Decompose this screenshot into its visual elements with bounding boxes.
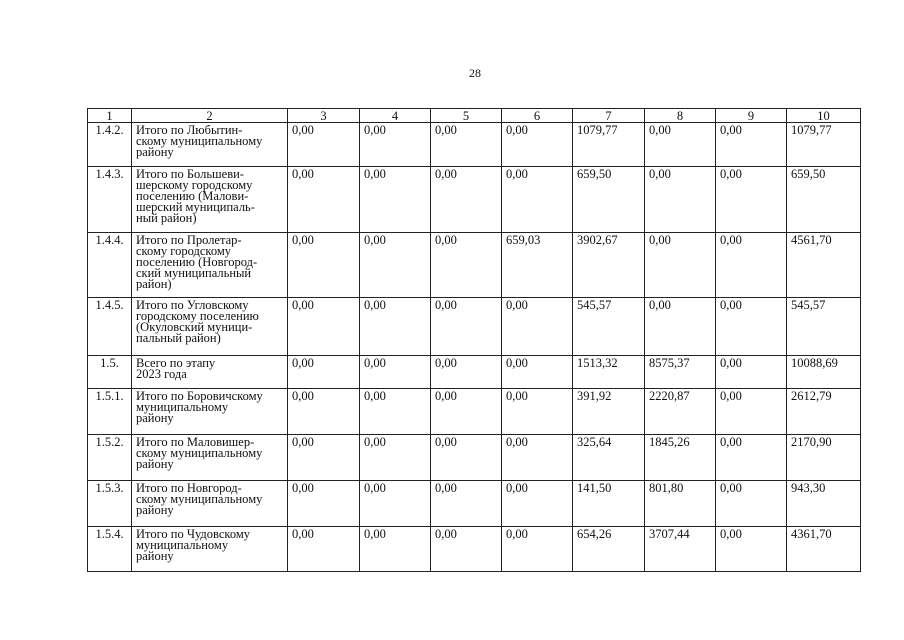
table-row [88,527,861,572]
cell-value: 0,00 [716,356,787,389]
cell-value: 0,00 [360,356,431,389]
cell-value: 0,00 [645,298,716,356]
cell-value: 545,57 [573,298,645,356]
cell-value: 0,00 [360,298,431,356]
cell-value: 0,00 [431,389,502,435]
row-number: 1.4.4. [88,233,132,298]
table-row [88,123,861,167]
cell-value: 0,00 [716,123,787,167]
table-row [88,356,861,389]
row-number: 1.5.3. [88,481,132,527]
cell-value: 0,00 [288,233,360,298]
cell-value: 3902,67 [573,233,645,298]
cell-value: 0,00 [360,233,431,298]
cell-value: 0,00 [431,233,502,298]
column-header: 10 [787,109,861,123]
cell-value: 10088,69 [787,356,861,389]
table-row [88,298,861,356]
row-number: 1.4.5. [88,298,132,356]
cell-value: 0,00 [502,435,573,481]
cell-value: 0,00 [288,123,360,167]
cell-value: 545,57 [787,298,861,356]
row-number: 1.5. [88,356,132,389]
table-row [88,435,861,481]
row-name: Итого по Большеви- шерскому городскому поселению (Малови- шерский муниципаль- ный район) [132,167,288,233]
cell-value: 0,00 [431,356,502,389]
table-row [88,167,861,233]
cell-value: 0,00 [360,435,431,481]
cell-value: 4361,70 [787,527,861,572]
cell-value: 0,00 [716,167,787,233]
cell-value: 0,00 [360,527,431,572]
cell-value: 0,00 [288,389,360,435]
row-name: Итого по Угловскому городскому поселению (Окуловский муници- пальный район) [132,298,288,356]
cell-value: 0,00 [502,123,573,167]
cell-value: 1079,77 [573,123,645,167]
cell-value: 0,00 [360,167,431,233]
cell-value: 659,50 [573,167,645,233]
cell-value: 391,92 [573,389,645,435]
cell-value: 0,00 [645,167,716,233]
cell-value: 0,00 [360,123,431,167]
cell-value: 0,00 [360,389,431,435]
cell-value: 0,00 [431,481,502,527]
cell-value: 0,00 [716,435,787,481]
row-name: Итого по Любытин- скому муниципальному району [132,123,288,167]
cell-value: 0,00 [288,527,360,572]
row-number: 1.5.2. [88,435,132,481]
table-row [88,233,861,298]
column-header: 7 [573,109,645,123]
column-header: 4 [360,109,431,123]
column-header: 9 [716,109,787,123]
cell-value: 2612,79 [787,389,861,435]
cell-value: 0,00 [716,233,787,298]
table-row [88,481,861,527]
cell-value: 3707,44 [645,527,716,572]
column-header: 6 [502,109,573,123]
cell-value: 0,00 [502,167,573,233]
cell-value: 0,00 [288,356,360,389]
column-header: 5 [431,109,502,123]
row-number: 1.5.4. [88,527,132,572]
cell-value: 325,64 [573,435,645,481]
cell-value: 943,30 [787,481,861,527]
column-header: 1 [88,109,132,123]
row-number: 1.4.3. [88,167,132,233]
cell-value: 0,00 [716,298,787,356]
cell-value: 0,00 [288,435,360,481]
table-row [88,389,861,435]
cell-value: 0,00 [288,298,360,356]
cell-value: 0,00 [645,123,716,167]
cell-value: 0,00 [716,389,787,435]
cell-value: 0,00 [645,233,716,298]
column-header: 2 [132,109,288,123]
cell-value: 0,00 [431,298,502,356]
cell-value: 0,00 [360,481,431,527]
cell-value: 0,00 [502,481,573,527]
page-number: 28 [469,66,481,80]
cell-value: 654,26 [573,527,645,572]
cell-value: 0,00 [502,356,573,389]
data-table [87,108,861,572]
cell-value: 1513,32 [573,356,645,389]
cell-value: 0,00 [716,527,787,572]
cell-value: 0,00 [716,481,787,527]
row-name: Итого по Новгород- скому муниципальному району [132,481,288,527]
cell-value: 8575,37 [645,356,716,389]
row-name: Всего по этапу 2023 года [132,356,288,389]
cell-value: 0,00 [502,298,573,356]
cell-value: 141,50 [573,481,645,527]
column-header: 8 [645,109,716,123]
cell-value: 0,00 [288,167,360,233]
cell-value: 0,00 [431,527,502,572]
cell-value: 2220,87 [645,389,716,435]
cell-value: 4561,70 [787,233,861,298]
row-name: Итого по Пролетар- скому городскому поселению (Новгород- ский муниципальный район) [132,233,288,298]
row-name: Итого по Маловишер- скому муниципальному району [132,435,288,481]
cell-value: 659,50 [787,167,861,233]
cell-value: 0,00 [502,527,573,572]
cell-value: 0,00 [431,123,502,167]
cell-value: 0,00 [502,389,573,435]
cell-value: 0,00 [431,435,502,481]
row-name: Итого по Боровичскому муниципальному району [132,389,288,435]
column-number-row [88,109,861,123]
cell-value: 0,00 [288,481,360,527]
cell-value: 659,03 [502,233,573,298]
row-number: 1.5.1. [88,389,132,435]
cell-value: 0,00 [431,167,502,233]
cell-value: 1079,77 [787,123,861,167]
cell-value: 1845,26 [645,435,716,481]
column-header: 3 [288,109,360,123]
row-name: Итого по Чудовскому муниципальному району [132,527,288,572]
row-number: 1.4.2. [88,123,132,167]
cell-value: 2170,90 [787,435,861,481]
cell-value: 801,80 [645,481,716,527]
